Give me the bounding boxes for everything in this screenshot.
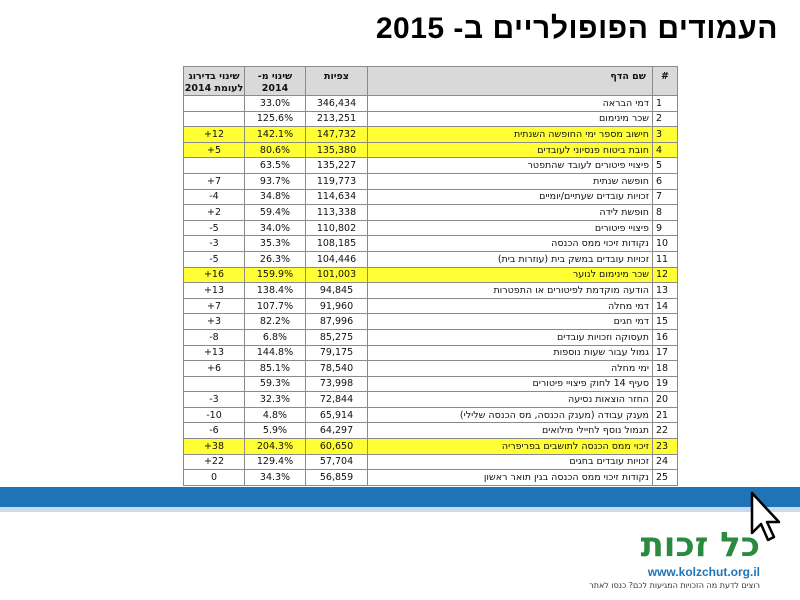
header-rank-change: שינוי בדירוג לעומת 2014 <box>184 67 245 96</box>
page-name-cell[interactable]: סעיף 14 לחוק פיצויי פיטורים <box>368 376 653 392</box>
table-row <box>184 96 678 112</box>
views-cell: 60,650 <box>306 439 368 455</box>
change-pct-cell: 125.6% <box>245 111 306 127</box>
row-number-cell: 14 <box>653 298 678 314</box>
change-pct-cell: 4.8% <box>245 407 306 423</box>
row-number-cell: 23 <box>653 439 678 455</box>
table-row <box>184 392 678 408</box>
change-pct-cell: 26.3% <box>245 251 306 267</box>
table-row <box>184 329 678 345</box>
change-pct-cell: 93.7% <box>245 173 306 189</box>
views-cell: 64,297 <box>306 423 368 439</box>
site-tagline: רוצים לדעת מה הזכויות המגיעות לכם? כנסו לאתר <box>589 581 760 590</box>
change-pct-cell: 59.3% <box>245 376 306 392</box>
popular-pages-table <box>183 66 677 486</box>
table-row <box>184 127 678 143</box>
page-name-cell[interactable]: החזר הוצאות נסיעה <box>368 392 653 408</box>
views-cell: 79,175 <box>306 345 368 361</box>
header-views: צפיות <box>306 67 368 96</box>
rank-change-cell: -6 <box>184 423 245 439</box>
rank-change-cell: +2 <box>184 205 245 221</box>
row-number-cell: 9 <box>653 220 678 236</box>
page-name-cell[interactable]: חופשת לידה <box>368 205 653 221</box>
row-number-cell: 17 <box>653 345 678 361</box>
views-cell: 101,003 <box>306 267 368 283</box>
row-number-cell: 4 <box>653 142 678 158</box>
change-pct-cell: 129.4% <box>245 454 306 470</box>
header-change-pct: שינוי מ- 2014 <box>245 67 306 96</box>
row-number-cell: 11 <box>653 251 678 267</box>
rank-change-cell <box>184 111 245 127</box>
table-row <box>184 158 678 174</box>
row-number-cell: 8 <box>653 205 678 221</box>
page-name-cell[interactable]: תגמול נוסף לחיילי מילואים <box>368 423 653 439</box>
rank-change-cell: +5 <box>184 142 245 158</box>
page-name-cell[interactable]: ימי מחלה <box>368 361 653 377</box>
rank-change-cell: -5 <box>184 251 245 267</box>
page-name-cell[interactable]: תעסוקה וזכויות עובדים <box>368 329 653 345</box>
table-row <box>184 111 678 127</box>
table-row <box>184 454 678 470</box>
change-pct-cell: 34.0% <box>245 220 306 236</box>
row-number-cell: 6 <box>653 173 678 189</box>
row-number-cell: 3 <box>653 127 678 143</box>
table-row <box>184 251 678 267</box>
rank-change-cell: -5 <box>184 220 245 236</box>
table-row <box>184 361 678 377</box>
views-cell: 57,704 <box>306 454 368 470</box>
table-row <box>184 173 678 189</box>
page-name-cell[interactable]: פיצויי פיטורים <box>368 220 653 236</box>
views-cell: 104,446 <box>306 251 368 267</box>
row-number-cell: 16 <box>653 329 678 345</box>
table-row <box>184 189 678 205</box>
page-name-cell[interactable]: זכויות עובדים שעתיים/יומיים <box>368 189 653 205</box>
change-pct-cell: 59.4% <box>245 205 306 221</box>
rank-change-cell <box>184 96 245 112</box>
kolzchut-logo: כל זכות <box>640 525 760 565</box>
views-cell: 110,802 <box>306 220 368 236</box>
page-name-cell[interactable]: שכר מינימום <box>368 111 653 127</box>
views-cell: 213,251 <box>306 111 368 127</box>
change-pct-cell: 204.3% <box>245 439 306 455</box>
rank-change-cell: +13 <box>184 345 245 361</box>
change-pct-cell: 80.6% <box>245 142 306 158</box>
change-pct-cell: 138.4% <box>245 283 306 299</box>
rank-change-cell: +13 <box>184 283 245 299</box>
rank-change-cell <box>184 376 245 392</box>
views-cell: 94,845 <box>306 283 368 299</box>
change-pct-cell: 34.3% <box>245 470 306 486</box>
rank-change-cell: -8 <box>184 329 245 345</box>
change-pct-cell: 6.8% <box>245 329 306 345</box>
page-name-cell[interactable]: זכויות עובדים במשק בית (עוזרות בית) <box>368 251 653 267</box>
row-number-cell: 22 <box>653 423 678 439</box>
change-pct-cell: 159.9% <box>245 267 306 283</box>
rank-change-cell: +7 <box>184 173 245 189</box>
change-pct-cell: 85.1% <box>245 361 306 377</box>
page-name-cell[interactable]: דמי חגים <box>368 314 653 330</box>
row-number-cell: 1 <box>653 96 678 112</box>
page-name-cell[interactable]: חופשה שנתית <box>368 173 653 189</box>
views-cell: 135,227 <box>306 158 368 174</box>
page-title: העמודים הפופולריים ב- 2015 <box>375 12 778 45</box>
change-pct-cell: 35.3% <box>245 236 306 252</box>
rank-change-cell <box>184 158 245 174</box>
table-row <box>184 376 678 392</box>
footer-band <box>0 487 800 507</box>
page-name-cell[interactable]: חובת ביטוח פנסיוני לעובדים <box>368 142 653 158</box>
change-pct-cell: 82.2% <box>245 314 306 330</box>
row-number-cell: 10 <box>653 236 678 252</box>
views-cell: 147,732 <box>306 127 368 143</box>
change-pct-cell: 32.3% <box>245 392 306 408</box>
views-cell: 119,773 <box>306 173 368 189</box>
table-row <box>184 345 678 361</box>
views-cell: 73,998 <box>306 376 368 392</box>
views-cell: 135,380 <box>306 142 368 158</box>
page-name-cell[interactable]: דמי מחלה <box>368 298 653 314</box>
row-number-cell: 20 <box>653 392 678 408</box>
table-row <box>184 423 678 439</box>
table-body <box>184 96 678 486</box>
page-name-cell[interactable]: מענק עבודה (מענק הכנסה, מס הכנסה שלילי) <box>368 407 653 423</box>
views-cell: 85,275 <box>306 329 368 345</box>
views-cell: 72,844 <box>306 392 368 408</box>
table-row <box>184 470 678 486</box>
rank-change-cell: +3 <box>184 314 245 330</box>
change-pct-cell: 34.8% <box>245 189 306 205</box>
page-name-cell[interactable]: נקודות זיכוי ממס הכנסה <box>368 236 653 252</box>
table-row <box>184 205 678 221</box>
page-name-cell[interactable]: זכויות עובדים בחגים <box>368 454 653 470</box>
rank-change-cell: 0 <box>184 470 245 486</box>
header-num: # <box>653 67 678 96</box>
row-number-cell: 15 <box>653 314 678 330</box>
page-name-cell[interactable]: נקודות זיכוי ממס הכנסה בגין תואר ראשון <box>368 470 653 486</box>
rank-change-cell: -3 <box>184 392 245 408</box>
page-name-cell[interactable]: שכר מינימום לנוער <box>368 267 653 283</box>
page-name-cell[interactable]: פיצויי פיטורים לעובד שהתפטר <box>368 158 653 174</box>
row-number-cell: 13 <box>653 283 678 299</box>
row-number-cell: 24 <box>653 454 678 470</box>
rank-change-cell: +6 <box>184 361 245 377</box>
rank-change-cell: +12 <box>184 127 245 143</box>
page-name-cell[interactable]: גמול עבור שעות נוספות <box>368 345 653 361</box>
row-number-cell: 19 <box>653 376 678 392</box>
table-row <box>184 283 678 299</box>
change-pct-cell: 142.1% <box>245 127 306 143</box>
views-cell: 65,914 <box>306 407 368 423</box>
views-cell: 113,338 <box>306 205 368 221</box>
views-cell: 56,859 <box>306 470 368 486</box>
views-cell: 78,540 <box>306 361 368 377</box>
page-name-cell[interactable]: הודעה מוקדמת לפיטורים או התפטרות <box>368 283 653 299</box>
row-number-cell: 21 <box>653 407 678 423</box>
table-row <box>184 407 678 423</box>
rank-change-cell: +16 <box>184 267 245 283</box>
views-cell: 91,960 <box>306 298 368 314</box>
table-row <box>184 267 678 283</box>
change-pct-cell: 107.7% <box>245 298 306 314</box>
change-pct-cell: 144.8% <box>245 345 306 361</box>
row-number-cell: 12 <box>653 267 678 283</box>
row-number-cell: 18 <box>653 361 678 377</box>
row-number-cell: 2 <box>653 111 678 127</box>
page-name-cell[interactable]: זיכוי ממס הכנסה לתושבים בפריפריה <box>368 439 653 455</box>
change-pct-cell: 5.9% <box>245 423 306 439</box>
page-name-cell[interactable]: דמי הבראה <box>368 96 653 112</box>
rank-change-cell: +7 <box>184 298 245 314</box>
table-row <box>184 236 678 252</box>
table-header-row <box>184 67 678 96</box>
views-cell: 108,185 <box>306 236 368 252</box>
table-row <box>184 298 678 314</box>
rank-change-cell: -10 <box>184 407 245 423</box>
site-url[interactable]: www.kolzchut.org.il <box>647 565 760 579</box>
table-row <box>184 142 678 158</box>
views-cell: 87,996 <box>306 314 368 330</box>
rank-change-cell: +38 <box>184 439 245 455</box>
change-pct-cell: 33.0% <box>245 96 306 112</box>
footer-band-light <box>0 507 800 512</box>
row-number-cell: 7 <box>653 189 678 205</box>
row-number-cell: 25 <box>653 470 678 486</box>
row-number-cell: 5 <box>653 158 678 174</box>
rank-change-cell: -3 <box>184 236 245 252</box>
table-grid <box>183 66 678 486</box>
table-row <box>184 314 678 330</box>
table-row <box>184 220 678 236</box>
rank-change-cell: -4 <box>184 189 245 205</box>
views-cell: 346,434 <box>306 96 368 112</box>
page-name-cell[interactable]: חישוב מספר ימי החופשה השנתית <box>368 127 653 143</box>
header-page-name: שם הדף <box>368 67 653 96</box>
views-cell: 114,634 <box>306 189 368 205</box>
rank-change-cell: +22 <box>184 454 245 470</box>
table-row <box>184 439 678 455</box>
change-pct-cell: 63.5% <box>245 158 306 174</box>
